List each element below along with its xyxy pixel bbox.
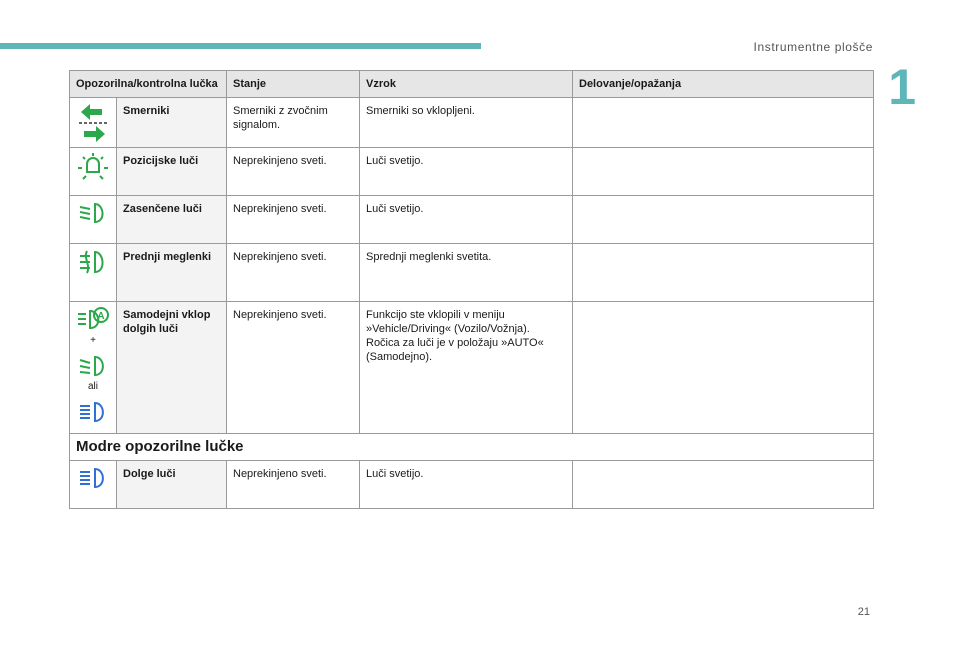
page-header-title: Instrumentne plošče: [753, 40, 873, 54]
lamp-cause: Sprednji meglenki svetita.: [360, 244, 573, 302]
lamp-action: [573, 98, 874, 148]
col-header-cause: Vzrok: [360, 71, 573, 98]
lamp-cause: Smerniki so vklopljeni.: [360, 98, 573, 148]
lamp-condition: Neprekinjeno sveti.: [227, 244, 360, 302]
turn-signal-icon: [78, 102, 108, 142]
lamp-condition: Smerniki z zvočnim signalom.: [227, 98, 360, 148]
lamp-name: Pozicijske luči: [117, 148, 227, 196]
lamp-name: Smerniki: [117, 98, 227, 148]
table-row: [70, 461, 874, 509]
auto-high-beam-icon: [76, 306, 110, 332]
page-number: 21: [857, 606, 870, 618]
icon-cell: [70, 196, 117, 244]
col-header-lamp: Opozorilna/kontrolna lučka: [70, 71, 227, 98]
lamp-cause: Luči svetijo.: [360, 461, 573, 509]
icon-cell: [70, 302, 117, 434]
front-fog-icon: [76, 248, 110, 276]
icon-cell: [70, 148, 117, 196]
lamp-condition: Neprekinjeno sveti.: [227, 148, 360, 196]
warning-lamps-table: [69, 70, 874, 509]
lamp-name: Zasenčene luči: [117, 196, 227, 244]
lamp-name: Prednji meglenki: [117, 244, 227, 302]
table-row: [70, 196, 874, 244]
lamp-condition: Neprekinjeno sveti.: [227, 461, 360, 509]
plus-separator: +: [90, 335, 96, 346]
lamp-action: [573, 302, 874, 434]
lamp-condition: Neprekinjeno sveti.: [227, 196, 360, 244]
sidelights-icon: [76, 152, 110, 184]
table-row: [70, 148, 874, 196]
lamp-action: [573, 196, 874, 244]
lamp-action: [573, 461, 874, 509]
lamp-name: Samodejni vklop dolgih luči: [117, 302, 227, 434]
icon-cell: [70, 461, 117, 509]
high-beam-green-icon: [76, 354, 110, 378]
table-row: [70, 98, 874, 148]
col-header-action: Delovanje/opažanja: [573, 71, 874, 98]
lamp-cause: Funkcijo ste vklopili v meniju »Vehicle/Driving« (Vozilo/Vožnja). Ročica za luči je v položaju »AUTO« (Samodejno).: [360, 302, 573, 434]
section-row: [70, 434, 874, 461]
lamp-cause: Luči svetijo.: [360, 148, 573, 196]
lamp-condition: Neprekinjeno sveti.: [227, 302, 360, 434]
header-accent-bar: [0, 43, 481, 49]
lamp-name: Dolge luči: [117, 461, 227, 509]
chapter-number: 1: [888, 59, 916, 115]
lamp-action: [573, 244, 874, 302]
table-header-row: [70, 71, 874, 98]
icon-cell: [70, 244, 117, 302]
auto-letter: A: [97, 311, 105, 322]
table-row: [70, 244, 874, 302]
lamp-cause: Luči svetijo.: [360, 196, 573, 244]
main-beam-icon: [76, 465, 110, 491]
lamp-action: [573, 148, 874, 196]
section-title: Modre opozorilne lučke: [70, 434, 874, 461]
or-separator: ali: [87, 381, 98, 392]
dipped-beam-icon: [76, 200, 110, 226]
icon-cell: [70, 98, 117, 148]
high-beam-blue-icon: [76, 400, 110, 424]
table-row: [70, 302, 874, 434]
col-header-state: Stanje: [227, 71, 360, 98]
